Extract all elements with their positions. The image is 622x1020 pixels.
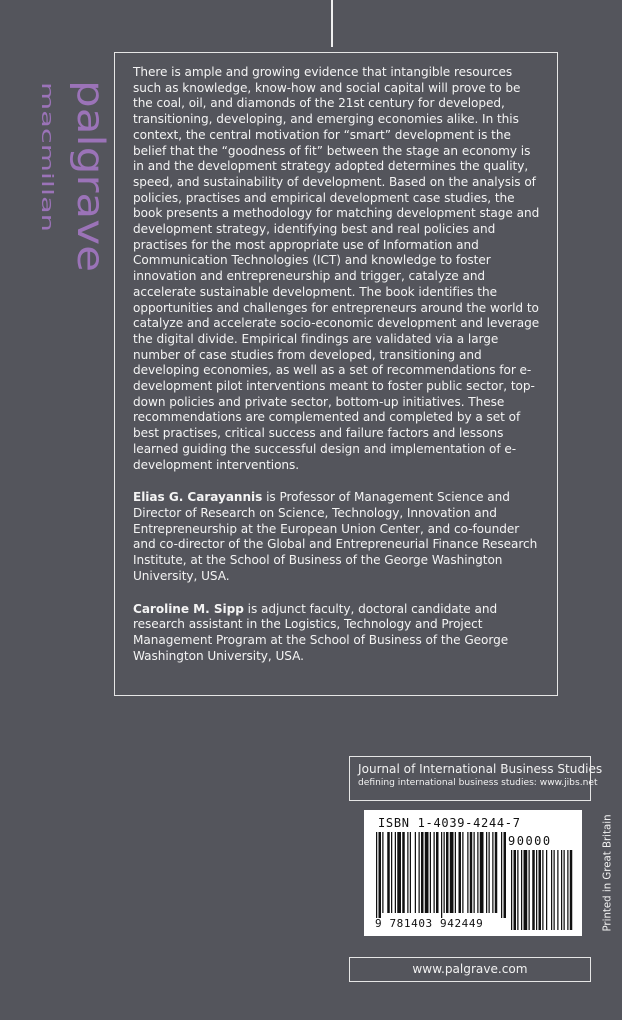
- blurb-box: [114, 52, 558, 696]
- barcode-bar: [415, 832, 416, 913]
- isbn-barcode: [364, 810, 582, 936]
- author-bio-2-text: is adjunct faculty, doctoral candidate and research assistant in the Logistics, Technology and Project Management Program at the School of Business of the George Washington University, USA.: [133, 601, 509, 663]
- addon-bar: [542, 850, 543, 930]
- barcode-bar: [395, 832, 396, 913]
- barcode-bar: [480, 832, 484, 913]
- barcode-bar: [379, 832, 382, 918]
- barcode-bar: [504, 832, 507, 918]
- addon-bar: [529, 850, 530, 930]
- author-bio-1: [133, 490, 543, 584]
- spine-divider-line: [331, 0, 333, 47]
- isbn-label: ISBN 1-4039-4244-7: [378, 816, 521, 830]
- addon-bar: [546, 850, 547, 930]
- ean-number: 9 781403 942449: [375, 917, 484, 930]
- barcode-bar: [444, 832, 445, 913]
- journal-title: Journal of International Business Studies: [358, 762, 603, 776]
- barcode-bar: [376, 832, 377, 918]
- addon-bar: [551, 850, 552, 930]
- addon-bar: [561, 850, 562, 930]
- barcode-bar: [474, 832, 475, 913]
- addon-bar: [517, 850, 518, 930]
- barcode-bar: [421, 832, 424, 913]
- addon-bar: [514, 850, 517, 930]
- barcode-bar: [407, 832, 408, 913]
- barcode-bar: [462, 832, 463, 913]
- printed-in-label-box: [594, 812, 622, 934]
- barcode-bar: [477, 832, 478, 913]
- barcode-bar: [495, 832, 498, 913]
- author-bio-1-text: is Professor of Management Science and Director of Research on Science, Technology, Innovation and Entrepreneurship at the European Union Center, and co-founder and co-director of the Global and Entrepreneurial Finance Research Institute, at the School of Business of the George Washington University, USA.: [133, 490, 538, 583]
- barcode-bar: [410, 832, 411, 913]
- barcode-bar: [419, 832, 420, 913]
- addon-bar: [539, 850, 542, 930]
- barcode-bar: [450, 832, 454, 913]
- barcode-bar: [397, 832, 401, 913]
- addon-bar: [557, 850, 558, 930]
- barcode-bar: [441, 832, 442, 918]
- addon-bar: [511, 850, 512, 930]
- barcode-bar: [436, 832, 439, 913]
- barcode-bar: [501, 832, 502, 918]
- barcode-bar: [425, 832, 429, 913]
- barcode-bar: [467, 832, 468, 913]
- barcode-bar: [470, 832, 473, 913]
- author-name-1: Elias G. Carayannis: [133, 490, 263, 505]
- addon-bar: [536, 850, 537, 930]
- addon-bar: [524, 850, 528, 930]
- journal-box: [349, 756, 603, 801]
- addon-bar: [554, 850, 555, 930]
- barcode-bar: [382, 832, 383, 913]
- barcode-bar: [446, 832, 449, 913]
- addon-bar: [567, 850, 568, 930]
- barcode-bar: [434, 832, 435, 913]
- barcode-bar: [391, 832, 392, 913]
- barcode-bar: [387, 832, 390, 913]
- barcode-bar: [402, 832, 405, 913]
- addon-bar: [570, 850, 573, 930]
- printed-in-label: Printed in Great Britain: [602, 814, 614, 932]
- publisher-logo: [22, 42, 112, 243]
- logo-sub-text: macmillan: [38, 82, 57, 166]
- logo-brand-text: palgrave: [69, 80, 112, 243]
- author-name-2: Caroline M. Sipp: [133, 601, 244, 616]
- addon-bar: [521, 850, 522, 930]
- barcode-bar: [492, 832, 493, 913]
- addon-bar: [564, 850, 565, 930]
- barcode-bar: [430, 832, 431, 913]
- barcode-bar: [486, 832, 487, 913]
- publisher-website[interactable]: www.palgrave.com: [349, 957, 591, 982]
- barcode-bar: [489, 832, 490, 913]
- barcode-bar: [459, 832, 462, 913]
- barcode-bar: [455, 832, 456, 913]
- price-addon-number: 90000: [508, 834, 552, 848]
- author-bio-2: [133, 602, 543, 665]
- book-description: There is ample and growing evidence that intangible resources such as knowledge, know-how and social capital will prove to be the coal, oil, and diamonds of the 21st century for developed, transitioning, developing, and emerging economies alike. In this context, the central motivation for “smart” development is the belief that the “goodness of fit” between the stage an economy is in and the development strategy adopted determines the quality, speed, and sustainability of development. Based on the analysis of policies, practises and empirical development case studies, the book presents a methodology for matching development stage and development strategy, identifying best and real policies and practises for the most appropriate use of Information and Communication Technologies (ICT) and knowledge to foster innovation and entrepreneurship and trigger, catalyze and accelerate sustainable development. The book identifies the opportunities and challenges for entrepreneurs around the world to catalyze and accelerate socio-economic development and leverage the digital divide. Empirical findings are validated via a large number of case studies from developed, transitioning and developing economies, as well as a set of recommendations for e-development pilot interventions meant to foster public sector, top-down policies and private sector, bottom-up initiatives. These recommendations are complemented and completed by a set of best practises, critical success and failure factors and lessons learned guiding the successful design and implementation of e-development interventions.: [133, 65, 540, 472]
- addon-bar: [532, 850, 535, 930]
- journal-tagline: defining international business studies: www.jibs.net: [358, 778, 598, 788]
